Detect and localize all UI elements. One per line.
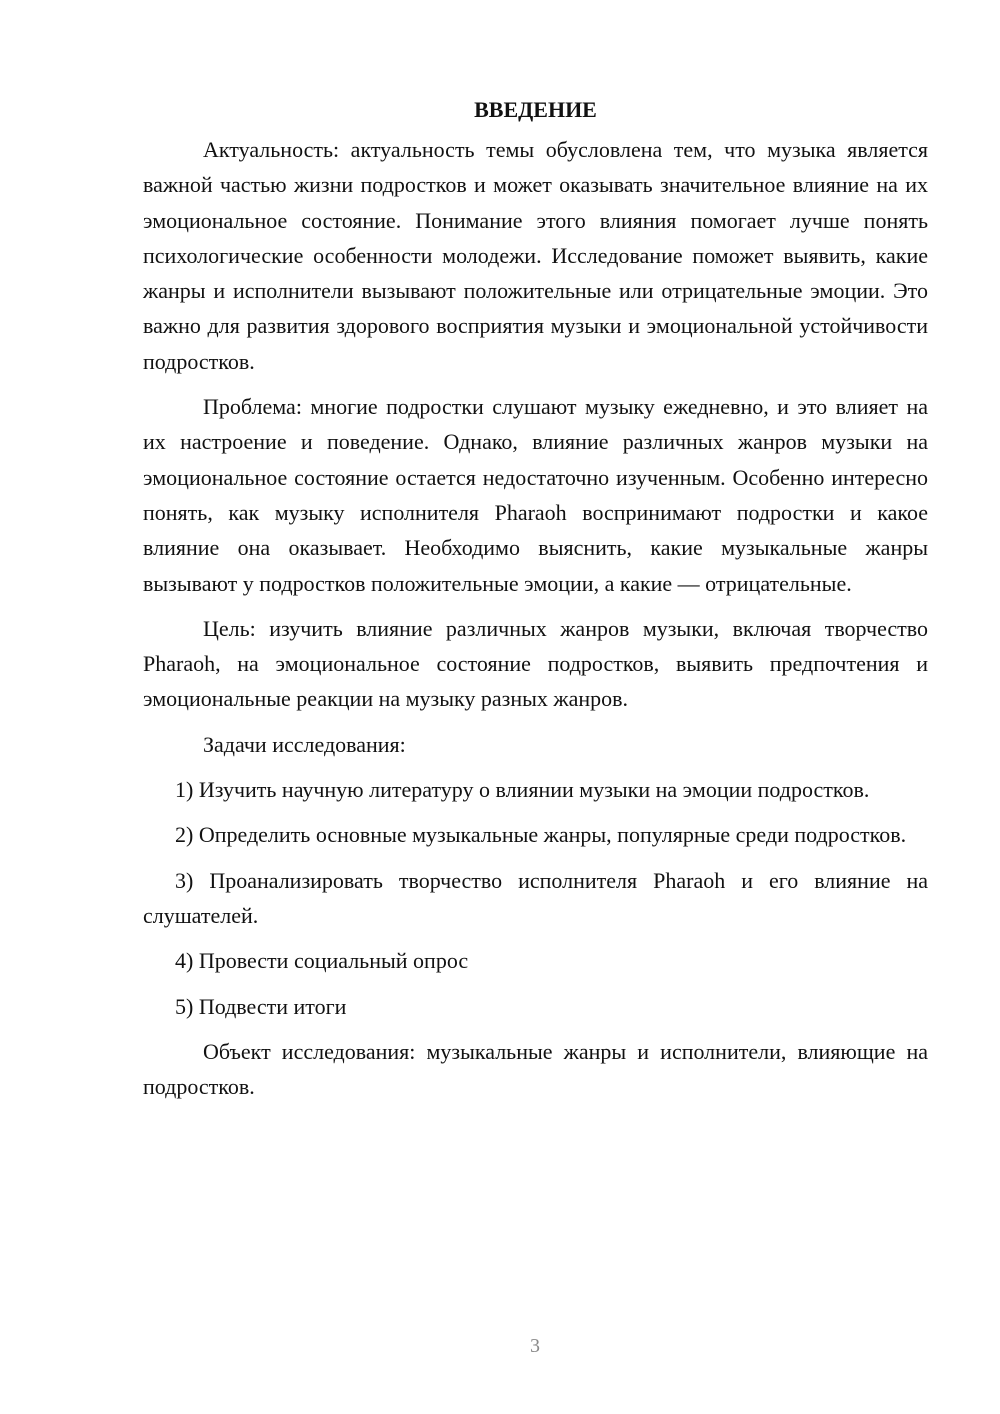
section-heading: ВВЕДЕНИЕ: [474, 97, 597, 122]
goal-paragraph: Цель: изучить влияние различных жанров музыки, включая творчество Pharaoh, на эмоциональное состояние подростков, выявить предпочтения и эмоциональные реакции на музыку разных жанров.: [143, 615, 928, 712]
task-item-2: 2) Определить основные музыкальные жанры, популярные среди подростков.: [175, 822, 907, 848]
task-item-1: 1) Изучить научную литературу о влиянии музыки на эмоции подростков.: [175, 777, 870, 803]
page-content: [143, 94, 928, 1114]
problem-paragraph: Проблема: многие подростки слушают музыку ежедневно, и это влияет на их настроение и поведение. Однако, влияние различных жанров музыки на эмоциональное состояние остается недостаточно изученным. Особенно интересно понять, как музыку исполнителя Pharaoh воспринимают подростки и какое влияние она оказывает. Необходимо выяснить, какие музыкальные жанры вызывают у подростков положительные эмоции, а какие — отрицательные.: [143, 394, 928, 596]
task-item-4: 4) Провести социальный опрос: [175, 948, 469, 974]
object-paragraph: Объект исследования: музыкальные жанры и исполнители, влияющие на подростков.: [143, 1038, 928, 1100]
task-item-3: 3) Проанализировать творчество исполнителя Pharaoh и его влияние на слушателей.: [143, 867, 928, 928]
page-number: 3: [530, 1335, 540, 1357]
task-item-5: 5) Подвести итоги: [175, 993, 347, 1019]
tasks-title: Задачи исследования:: [203, 731, 406, 757]
relevance-paragraph: Актуальность: актуальность темы обусловлена тем, что музыка является важной частью жизни подростков и может оказывать значительное влияние на их эмоциональное состояние. Понимание этого влияния помогает лучше понять психологические особенности молодежи. Исследование поможет выявить, какие жанры и исполнители вызывают положительные или отрицательные эмоции. Это важно для развития здорового восприятия музыки и эмоциональной устойчивости подростков.: [143, 137, 928, 374]
